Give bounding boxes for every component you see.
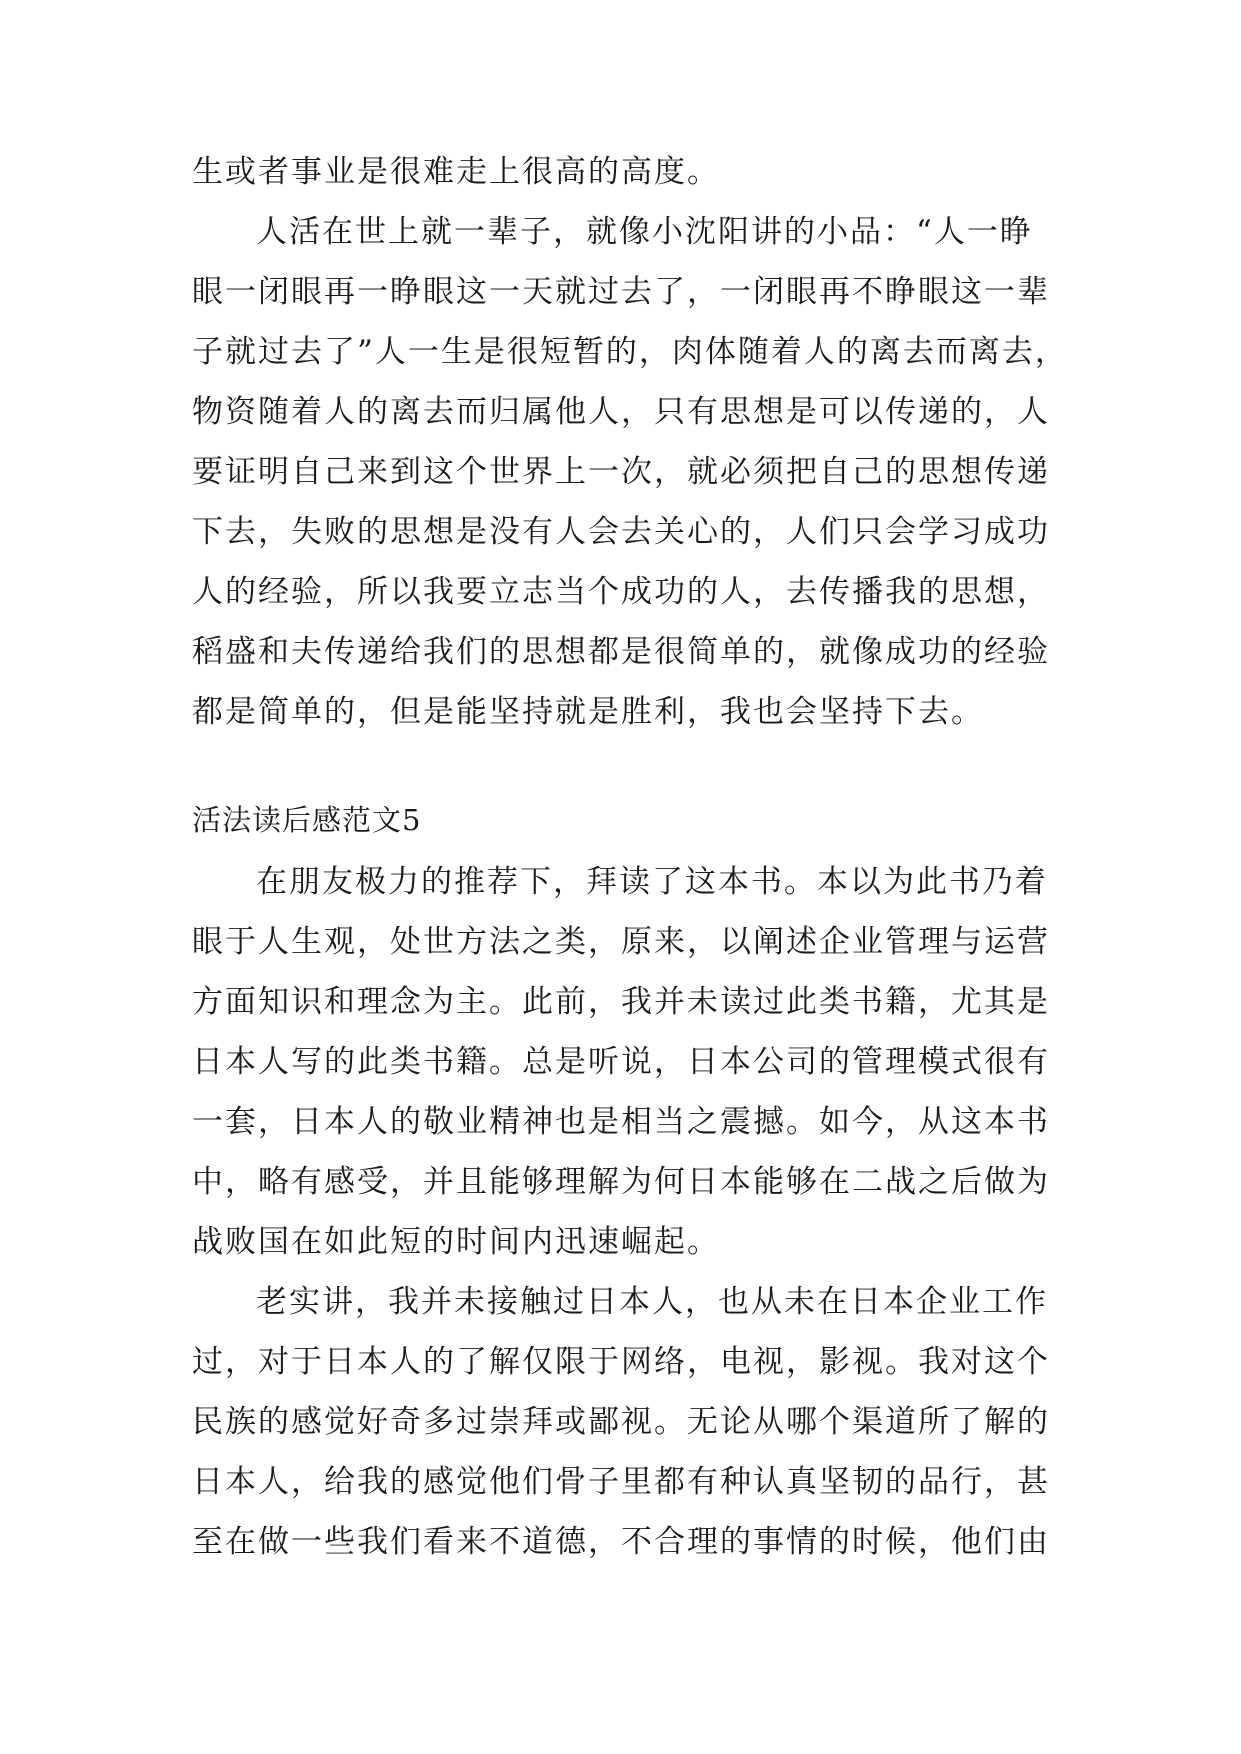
paragraph-line: 过，对于日本人的了解仅限于网络，电视，影视。我对这个 bbox=[192, 1344, 1050, 1380]
paragraph-line: 方面知识和理念为主。此前，我并未读过此类书籍，尤其是 bbox=[192, 984, 1050, 1020]
section-heading: 活法读后感范文5 bbox=[192, 803, 422, 837]
paragraph-line: 一套，日本人的敬业精神也是相当之震撼。如今，从这本书 bbox=[192, 1104, 1050, 1140]
paragraph-line: 民族的感觉好奇多过崇拜或鄙视。无论从哪个渠道所了解的 bbox=[192, 1404, 1050, 1440]
paragraph-line: 物资随着人的离去而归属他人，只有思想是可以传递的，人 bbox=[192, 394, 1050, 430]
paragraph-line: 至在做一些我们看来不道德，不合理的事情的时候，他们由 bbox=[192, 1524, 1050, 1560]
paragraph-line: 稻盛和夫传递给我们的思想都是很简单的，就像成功的经验 bbox=[192, 634, 1050, 670]
paragraph-line: 日本人，给我的感觉他们骨子里都有种认真坚韧的品行，甚 bbox=[192, 1464, 1050, 1500]
paragraph-line: 子就过去了”人一生是很短暂的，肉体随着人的离去而离去， bbox=[192, 334, 1068, 370]
paragraph-line: 战败国在如此短的时间内迅速崛起。 bbox=[192, 1224, 720, 1260]
paragraph-line: 日本人写的此类书籍。总是听说，日本公司的管理模式很有 bbox=[192, 1044, 1050, 1080]
paragraph-line: 下去，失败的思想是没有人会去关心的，人们只会学习成功 bbox=[192, 514, 1050, 550]
paragraph-line: 在朋友极力的推荐下，拜读了这本书。本以为此书乃着 bbox=[256, 864, 1048, 900]
paragraph-line: 都是简单的，但是能坚持就是胜利，我也会坚持下去。 bbox=[192, 694, 984, 730]
paragraph-line: 人的经验，所以我要立志当个成功的人，去传播我的思想， bbox=[192, 574, 1050, 610]
paragraph-line: 眼于人生观，处世方法之类，原来，以阐述企业管理与运营 bbox=[192, 924, 1050, 960]
paragraph-line: 人活在世上就一辈子，就像小沈阳讲的小品：“人一睁 bbox=[256, 214, 1033, 250]
paragraph-line: 要证明自己来到这个世界上一次，就必须把自己的思想传递 bbox=[192, 454, 1050, 490]
paragraph-line: 眼一闭眼再一睁眼这一天就过去了，一闭眼再不睁眼这一辈 bbox=[192, 274, 1050, 310]
paragraph-line: 老实讲，我并未接触过日本人，也从未在日本企业工作 bbox=[256, 1284, 1048, 1320]
paragraph-line: 生或者事业是很难走上很高的高度。 bbox=[192, 154, 720, 190]
paragraph-line: 中，略有感受，并且能够理解为何日本能够在二战之后做为 bbox=[192, 1164, 1050, 1200]
